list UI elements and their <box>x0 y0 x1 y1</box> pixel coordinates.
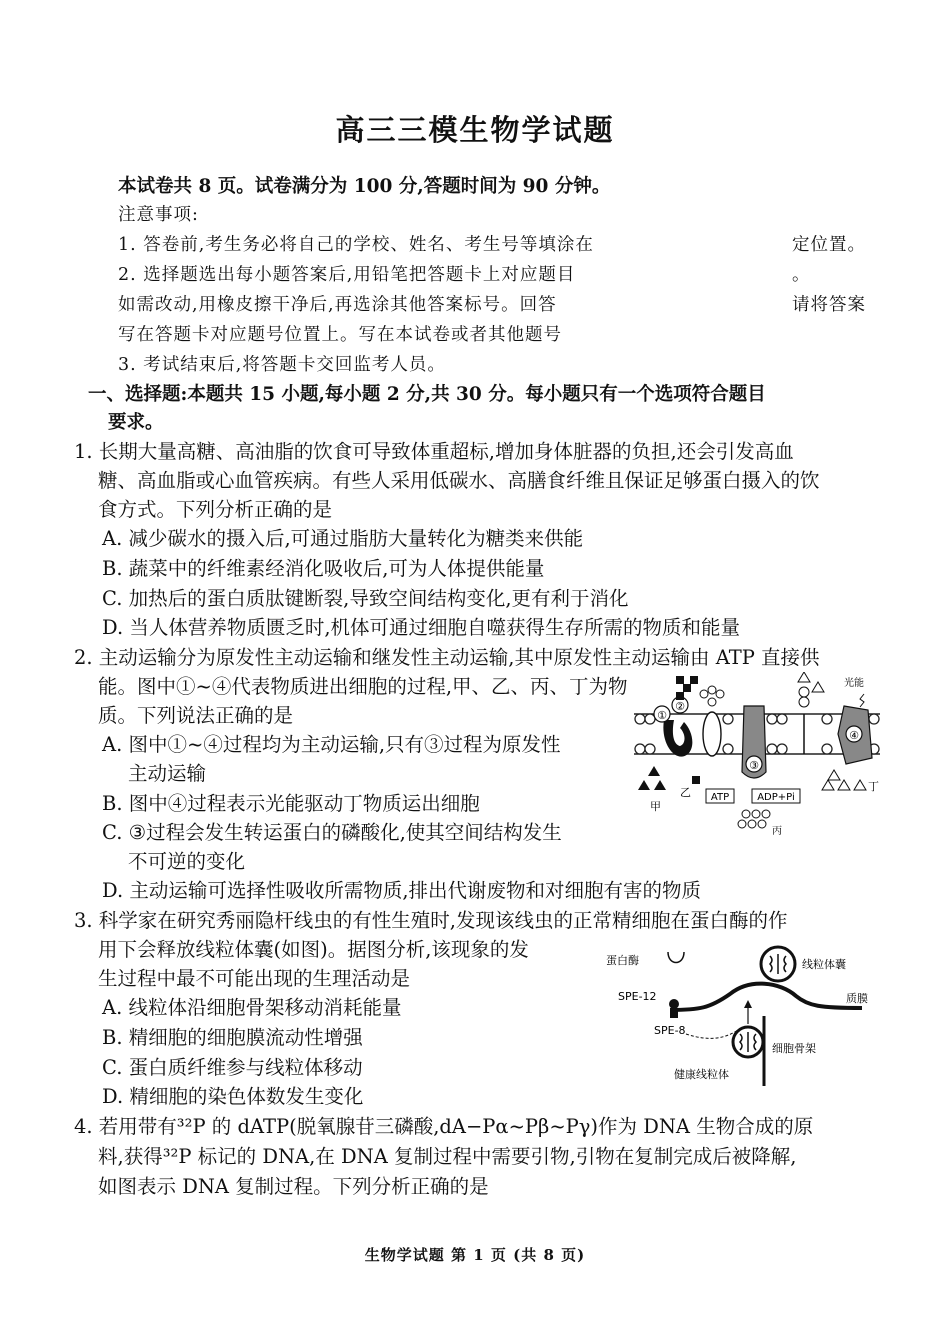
vesicle-icon <box>761 947 795 981</box>
label-vesicle: 线粒体囊 <box>802 958 846 971</box>
label-adp: ADP+Pi <box>757 792 795 803</box>
label-protease: 蛋白酶 <box>606 954 639 967</box>
q2-stem-2: 能。图中①~④代表物质进出细胞的过程,甲、乙、丙、丁为物 <box>98 675 628 698</box>
mitochondrion-icon <box>733 1027 763 1057</box>
q1-stem-1: 1. 长期大量高糖、高油脂的饮食可导致体重超标,增加身体脏器的负担,还会引发高血 <box>74 440 794 463</box>
label-mito: 健康线粒体 <box>674 1068 729 1081</box>
label-spe12: SPE-12 <box>618 990 657 1003</box>
q3-option-b: B. 精细胞的细胞膜流动性增强 <box>102 1026 363 1049</box>
q2-option-d: D. 主动运输可选择性吸收所需物质,排出代谢废物和对细胞有害的物质 <box>102 879 702 902</box>
label-ding: 丁 <box>868 780 879 793</box>
note-2-left: 2. 选择题选出每小题答案后,用铅笔把答题卡上对应题目 <box>118 265 576 285</box>
protease-icon <box>668 952 684 963</box>
mitochondria-diagram <box>600 938 880 1088</box>
q1-stem-2: 糖、高血脂或心血管疾病。有些人采用低碳水、高膳食纤维且保证足够蛋白摄入的饮 <box>98 469 820 492</box>
q4-stem-3: 如图表示 DNA 复制过程。下列分析正确的是 <box>98 1175 489 1198</box>
page-footer: 生物学试题 第 1 页 (共 8 页) <box>364 1246 586 1264</box>
q1-stem-3: 食方式。下列分析正确的是 <box>98 498 333 521</box>
intro-line: 本试卷共 8 页。试卷满分为 100 分,答题时间为 90 分钟。 <box>118 176 611 197</box>
q2-option-b: B. 图中④过程表示光能驱动丁物质运出细胞 <box>102 792 480 815</box>
q3-stem-1: 3. 科学家在研究秀丽隐杆线虫的有性生殖时,发现该线虫的正常精细胞在蛋白酶的作 <box>74 909 788 932</box>
q3-stem-2: 用下会释放线粒体囊(如图)。据图分析,该现象的发 <box>98 938 529 961</box>
transport-diagram <box>632 672 882 840</box>
note-2-right: 。 <box>792 265 811 285</box>
label-membrane: 质膜 <box>846 992 868 1005</box>
q1-option-a: A. 减少碳水的摄入后,可通过脂肪大量转化为糖类来供能 <box>102 527 584 550</box>
page-title: 高三三模生物学试题 <box>335 113 615 147</box>
label-light: 光能 <box>844 678 864 689</box>
q1-option-b: B. 蔬菜中的纤维素经消化吸收后,可为人体提供能量 <box>102 557 545 580</box>
vesicle-figure <box>600 938 880 1088</box>
note-1-right: 定位置。 <box>792 235 866 255</box>
svg-text:①: ① <box>657 709 667 722</box>
q2-stem-3: 质。下列说法正确的是 <box>98 704 294 727</box>
label-cytoskeleton: 细胞骨架 <box>772 1042 816 1055</box>
q1-option-d: D. 当人体营养物质匮乏时,机体可通过细胞自噬获得生存所需的物质和能量 <box>102 616 741 639</box>
label-jia: 甲 <box>650 800 661 813</box>
q3-option-d: D. 精细胞的染色体数发生变化 <box>102 1085 364 1108</box>
q3-stem-3: 生过程中最不可能出现的生理活动是 <box>98 967 411 990</box>
note-2b-right: 请将答案 <box>792 295 866 315</box>
solute-triangles-ding <box>822 770 866 790</box>
note-2b-left: 如需改动,用橡皮擦干净后,再选涂其他答案标号。回答 <box>118 295 557 315</box>
label-spe8: SPE-8 <box>654 1024 686 1037</box>
membrane-figure <box>632 672 882 840</box>
label-bing: 丙 <box>772 826 782 837</box>
label-atp: ATP <box>710 792 730 803</box>
receptor <box>798 672 810 754</box>
solute-triangles <box>638 766 666 790</box>
solute-circles-bing <box>738 810 770 828</box>
glycoprotein <box>700 686 724 706</box>
q2-stem-1: 2. 主动运输分为原发性主动运输和继发性主动运输,其中原发性主动运输由 ATP 直接供 <box>74 646 820 669</box>
notes-heading: 注意事项: <box>118 205 199 225</box>
q2-option-c: C. ③过程会发生转运蛋白的磷酸化,使其空间结构发生 <box>102 821 562 844</box>
q1-option-c: C. 加热后的蛋白质肽键断裂,导致空间结构变化,更有利于消化 <box>102 587 629 610</box>
note-1-left: 1. 答卷前,考生务必将自己的学校、姓名、考生号等填涂在 <box>118 235 594 255</box>
carrier-protein <box>663 720 692 757</box>
q2-option-c-cont: 不可逆的变化 <box>128 850 246 873</box>
q4-stem-2: 料,获得³²P 标记的 DNA,在 DNA 复制过程中需要引物,引物在复制完成后被降解, <box>98 1145 797 1168</box>
section-heading: 一、选择题:本题共 15 小题,每小题 2 分,共 30 分。每小题只有一个选项符合题目 <box>88 384 766 405</box>
svg-text:④: ④ <box>849 729 859 742</box>
section-heading-cont: 要求。 <box>108 412 164 433</box>
label-yi: 乙 <box>680 786 691 799</box>
svg-text:③: ③ <box>749 759 759 772</box>
q2-option-a: A. 图中①~④过程均为主动运输,只有③过程为原发性 <box>102 733 561 756</box>
q2-option-a-cont: 主动运输 <box>128 762 207 785</box>
q4-stem-1: 4. 若用带有³²P 的 dATP(脱氧腺苷三磷酸,dA−Pα~Pβ~Pγ)作为 DNA 生物合成的原 <box>74 1115 814 1138</box>
note-3: 3. 考试结束后,将答题卡交回监考人员。 <box>118 355 446 375</box>
note-2c-left: 写在答题卡对应题号位置上。写在本试卷或者其他题号 <box>118 325 562 345</box>
plasma-membrane <box>670 984 862 1010</box>
q3-option-c: C. 蛋白质纤维参与线粒体移动 <box>102 1056 363 1079</box>
q3-option-a: A. 线粒体沿细胞骨架移动消耗能量 <box>102 996 402 1019</box>
svg-text:②: ② <box>675 700 685 713</box>
channel-protein <box>703 712 721 756</box>
